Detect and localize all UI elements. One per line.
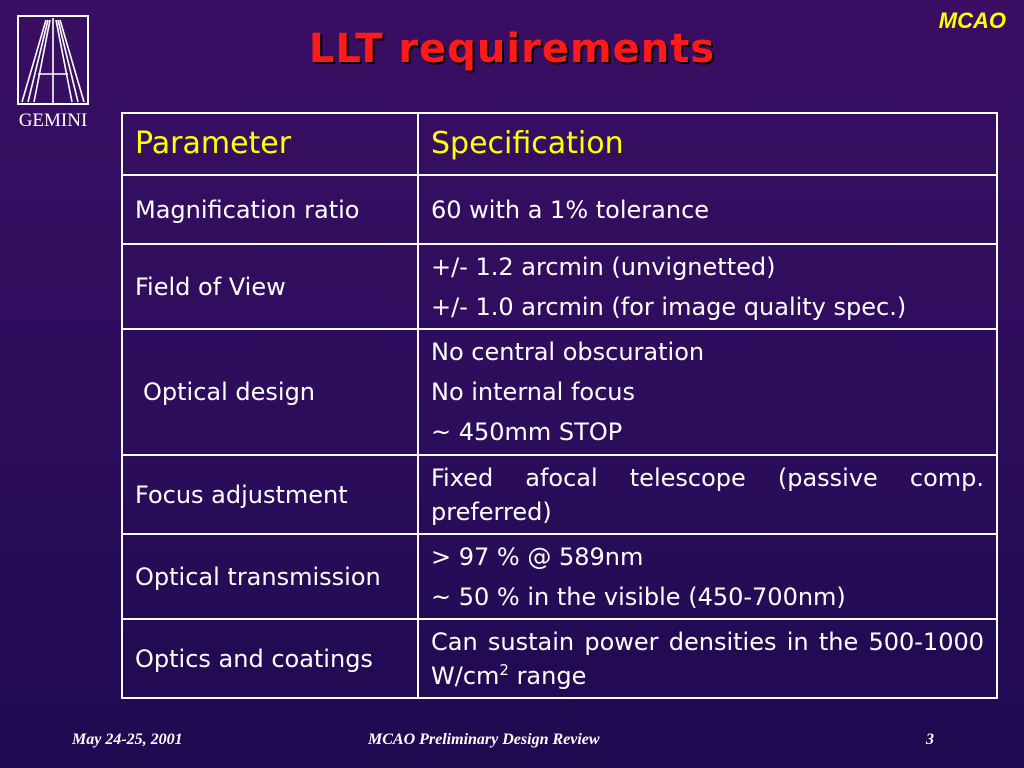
spec-line: +/- 1.0 arcmin (for image quality spec.)	[431, 292, 907, 321]
corner-label: MCAO	[938, 8, 1006, 33]
param-cell: Optics and coatings	[122, 619, 418, 698]
spec-text-tail: range	[508, 661, 587, 690]
footer-event: MCAO Preliminary Design Review	[368, 731, 600, 748]
param-cell: Field of View	[122, 244, 418, 329]
requirements-table	[121, 112, 998, 699]
spec-cell	[418, 534, 997, 619]
table-row	[122, 619, 997, 698]
spec-cell	[418, 244, 997, 329]
spec-text: Can sustain power densities in the 500-1000 W/cm	[431, 627, 984, 690]
table-row	[122, 244, 997, 329]
table-row	[122, 534, 997, 619]
spec-line: No internal focus	[431, 378, 636, 406]
spec-cell	[418, 619, 997, 698]
table-row	[122, 329, 997, 455]
spec-line: ~ 50 % in the visible (450-700nm)	[431, 582, 846, 611]
spec-cell: Fixed afocal telescope (passive comp. preferred)	[418, 455, 997, 534]
footer-date: May 24-25, 2001	[72, 731, 183, 748]
spec-cell: 60 with a 1% tolerance	[418, 175, 997, 244]
param-cell: Focus adjustment	[122, 455, 418, 534]
spec-line: ~ 450mm STOP	[431, 418, 623, 446]
param-cell: Magnification ratio	[122, 175, 418, 244]
param-cell: Optical design	[122, 329, 418, 455]
header-specification: Specification	[418, 113, 997, 175]
spec-line: +/- 1.2 arcmin (unvignetted)	[431, 252, 776, 281]
slide-title: LLT requirements	[308, 26, 716, 72]
param-cell: Optical transmission	[122, 534, 418, 619]
spec-line: No central obscuration	[431, 338, 705, 366]
spec-superscript: 2	[499, 660, 509, 679]
table-header-row	[122, 113, 997, 175]
svg-text:GEMINI: GEMINI	[18, 110, 88, 131]
table-row	[122, 175, 997, 244]
header-parameter: Parameter	[122, 113, 418, 175]
spec-cell	[418, 329, 997, 455]
footer-page-number: 3	[926, 731, 934, 748]
spec-line: > 97 % @ 589nm	[431, 542, 644, 571]
table-row	[122, 455, 997, 534]
